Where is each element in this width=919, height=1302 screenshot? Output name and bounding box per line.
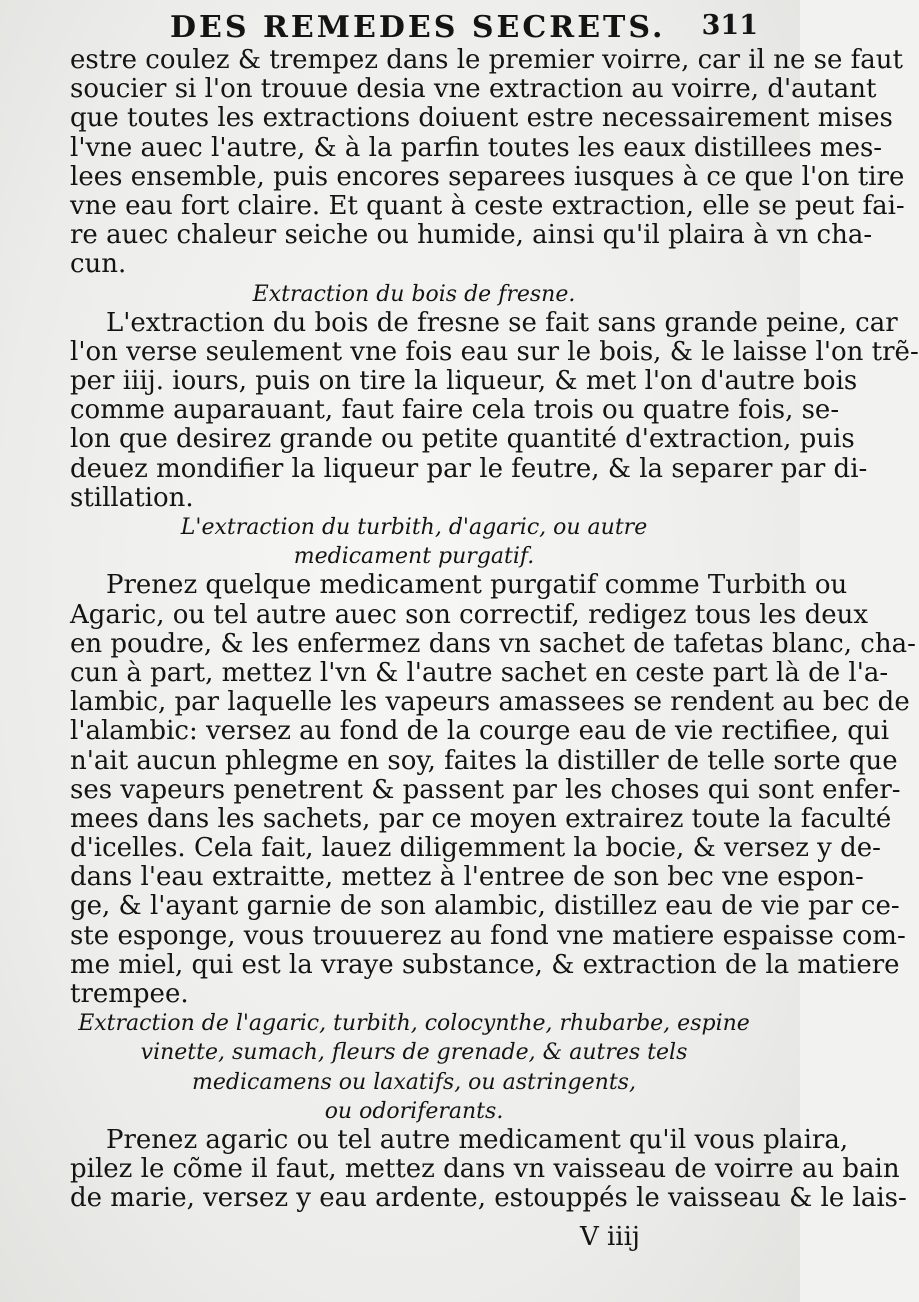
text-line: soucier si l'on trouue desia vne extraction au voirre, d'autant	[70, 74, 877, 105]
text-line: comme auparauant, faut faire cela trois ou quatre fois, se-	[70, 395, 840, 426]
section-heading: Extraction de l'agaric, turbith, colocynthe, rhubarbe, espine	[78, 1011, 750, 1037]
text-line: que toutes les extractions doiuent estre necessairement mises	[70, 103, 893, 134]
text-line: ge, & l'ayant garnie de son alambic, distillez eau de vie par ce-	[70, 891, 900, 922]
text-line: ses vapeurs penetrent & passent par les choses qui sont enfer-	[70, 774, 901, 805]
text-line: re auec chaleur seiche ou humide, ainsi qu'il plaira à vn cha-	[70, 220, 873, 251]
text-line: ste esponge, vous trouuerez au fond vne matiere espaisse com-	[70, 920, 906, 951]
text-line: Prenez agaric ou tel autre medicament qu'il vous plaira,	[106, 1124, 849, 1155]
section-heading: L'extraction du turbith, d'agaric, ou autre	[180, 515, 648, 540]
text-line: l'alambic: versez au fond de la courge eau de vie rectifiee, qui	[70, 716, 890, 747]
text-line: cun à part, mettez l'vn & l'autre sachet en ceste part là de l'a-	[70, 657, 889, 688]
signature-mark: V iiij	[579, 1222, 640, 1252]
text-line: Prenez quelque medicament purgatif comme Turbith ou	[106, 570, 848, 601]
text-line: dans l'eau extraitte, mettez à l'entree de son bec vne espon-	[70, 862, 864, 893]
text-line: n'ait aucun phlegme en soy, faites la distiller de telle sorte que	[70, 745, 898, 776]
section-heading: Extraction du bois de fresne.	[252, 281, 576, 307]
text-line: d'icelles. Cela fait, lauez diligemment la bocie, & versez y de-	[70, 833, 881, 864]
text-line: me miel, qui est la vraye substance, & extraction de la matiere	[70, 949, 900, 980]
section-heading: ou odoriferants.	[324, 1098, 504, 1124]
text-line: L'extraction du bois de fresne se fait sans grande peine, car	[106, 307, 898, 338]
running-head	[70, 6, 758, 46]
text-line: cun.	[70, 249, 127, 280]
text-line: lon que desirez grande ou petite quantité d'extraction, puis	[70, 424, 855, 455]
text-line: lambic, par laquelle les vapeurs amassees se rendent au bec de	[70, 687, 910, 718]
text-line: l'vne auec l'autre, & à la parfin toutes les eaux distillees mes-	[70, 132, 883, 163]
text-line: de marie, versez y eau ardente, estouppés le vaisseau & le lais-	[70, 1183, 907, 1214]
text-line: lees ensemble, puis encores separees iusques à ce que l'on tire	[70, 161, 905, 192]
text-line: estre coulez & trempez dans le premier voirre, car il ne se faut	[70, 45, 903, 75]
text-line: deuez mondifier la liqueur par le feutre, & la separer par di-	[70, 453, 868, 484]
section-heading: vinette, sumach, fleurs de grenade, & autres tels	[140, 1040, 688, 1066]
section-heading: medicament purgatif.	[293, 544, 535, 570]
page-number: 311	[701, 10, 758, 41]
text-line: per iiij. iours, puis on tire la liqueur, & met l'on d'autre bois	[70, 366, 858, 397]
text-block	[70, 45, 919, 1214]
text-line: vne eau fort claire. Et quant à ceste extraction, elle se peut fai-	[70, 190, 905, 221]
running-title: DES REMEDES SECRETS.	[170, 10, 666, 45]
text-line: en poudre, & les enfermez dans vn sachet de tafetas blanc, cha-	[70, 628, 916, 659]
text-line: mees dans les sachets, par ce moyen extrairez toute la faculté	[70, 803, 892, 834]
text-line: stillation.	[70, 482, 194, 513]
text-line: Agaric, ou tel autre auec son correctif, redigez tous les deux	[70, 599, 869, 630]
section-heading: medicamens ou laxatifs, ou astringents,	[192, 1069, 636, 1095]
text-line: pilez le cõme il faut, mettez dans vn vaisseau de voirre au bain	[70, 1154, 900, 1185]
text-line: l'on verse seulement vne fois eau sur le bois, & le laisse l'on trẽ-	[70, 336, 919, 367]
text-line: trempee.	[70, 979, 189, 1009]
